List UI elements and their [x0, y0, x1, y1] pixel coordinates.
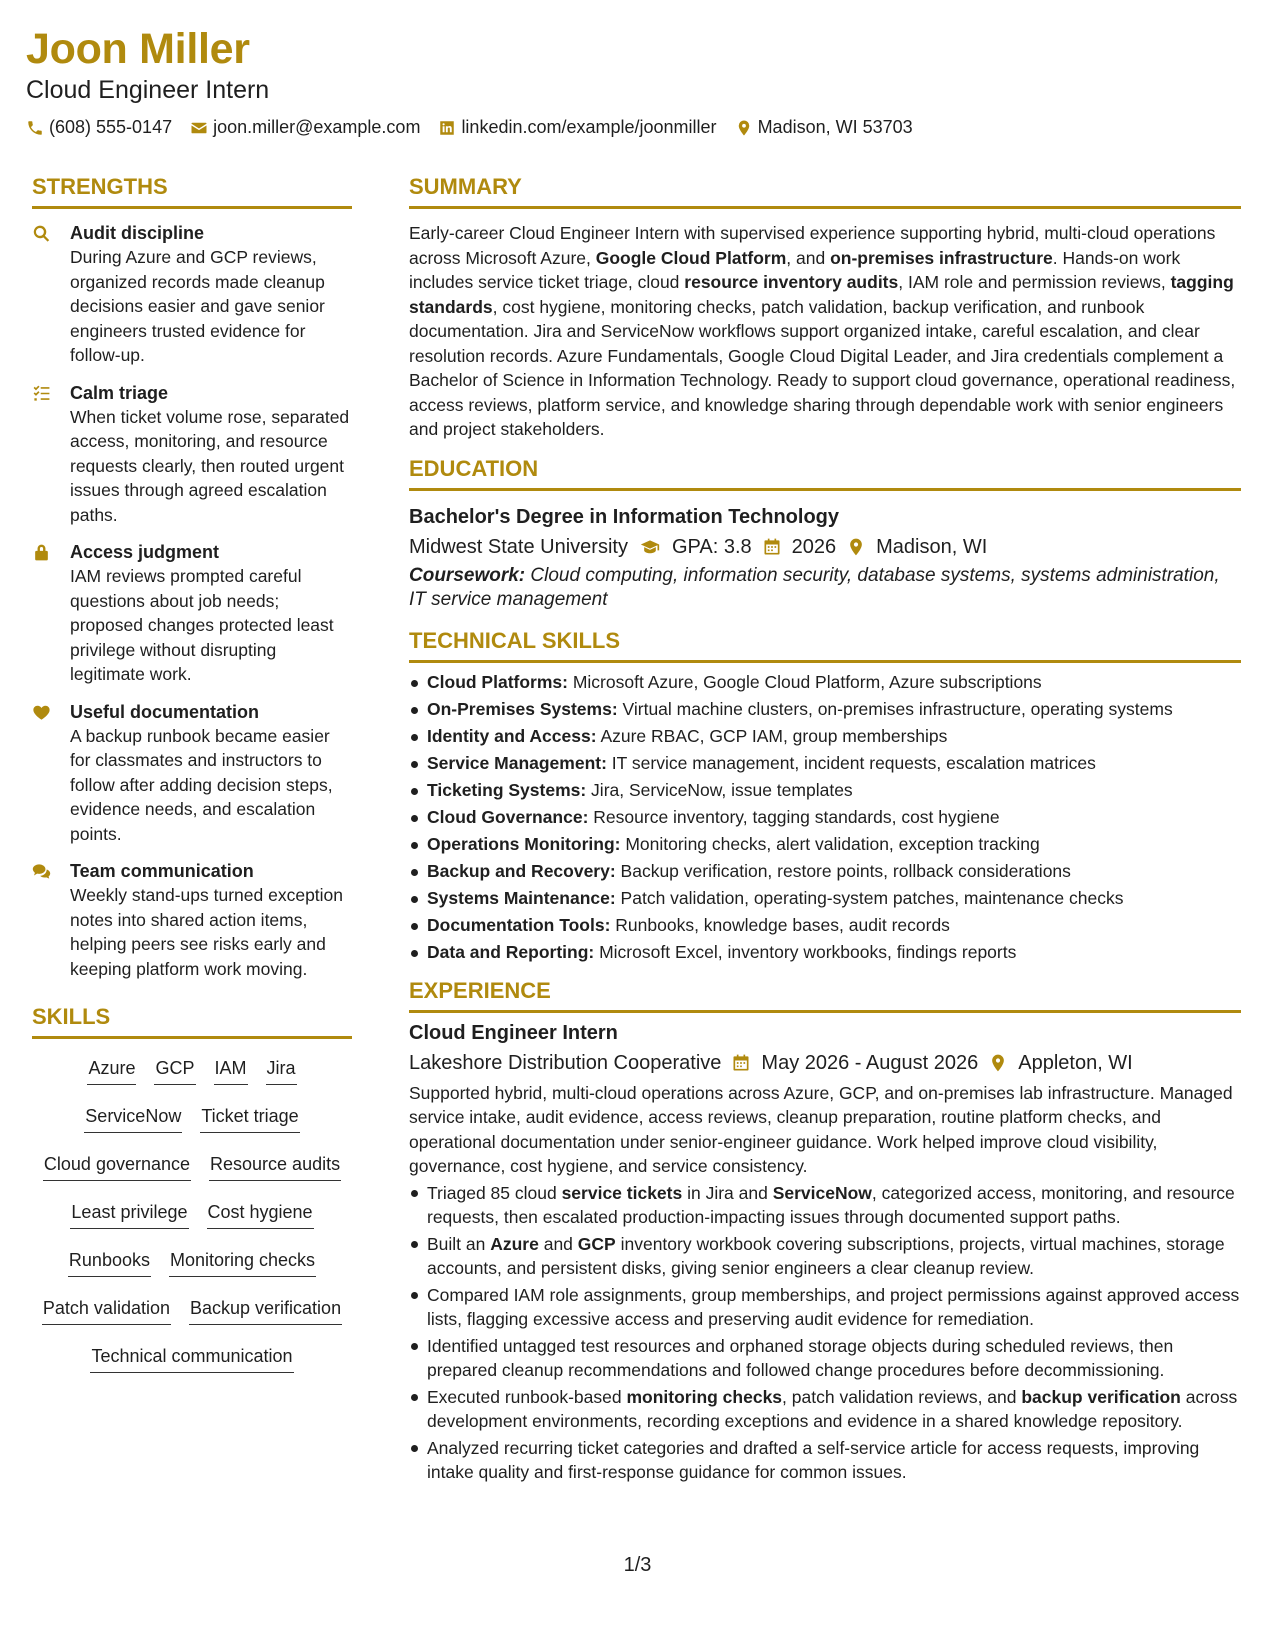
job-meta — [409, 1048, 1241, 1078]
emphasized-text: service tickets — [561, 1182, 683, 1203]
skill-values: Virtual machine clusters, on-premises infrastructure, operating systems — [617, 698, 1173, 719]
job-dates: May 2026 - August 2026 — [761, 1051, 979, 1074]
location-text: Madison, WI 53703 — [757, 117, 913, 137]
text-run: in Jira and — [682, 1182, 773, 1203]
skill-values: Azure RBAC, GCP IAM, group memberships — [596, 725, 948, 746]
company-name: Lakeshore Distribution Cooperative — [409, 1051, 722, 1074]
skill-category: Data and Reporting: — [427, 941, 595, 962]
list-item — [409, 804, 1241, 831]
section-divider — [409, 660, 1241, 663]
list-item — [409, 1181, 1241, 1230]
text-run: Analyzed recurring ticket categories and drafted a self-service article for access requests, improving intake quality and first-response guidance for common issues. — [427, 1437, 1200, 1482]
heart-icon — [32, 700, 70, 847]
phone-icon — [26, 119, 44, 137]
technical-skills-list — [409, 669, 1241, 966]
lock-icon — [32, 540, 70, 687]
emphasized-text: Google Cloud Platform — [595, 247, 787, 268]
list-item — [409, 1385, 1241, 1434]
section-divider — [409, 1010, 1241, 1013]
strength-title: Calm triage — [70, 382, 169, 403]
list-item — [409, 939, 1241, 966]
coursework — [409, 564, 1241, 612]
left-column — [32, 172, 352, 1391]
skill-values: IT service management, incident requests, escalation matrices — [606, 752, 1096, 773]
strength-title: Access judgment — [70, 542, 220, 562]
contact-row — [26, 117, 1245, 138]
skill-tag: Azure — [87, 1055, 136, 1085]
skill-category: Service Management: — [427, 752, 607, 773]
education-meta — [409, 532, 1241, 562]
skill-tag: Least privilege — [70, 1199, 188, 1229]
chat-bubbles-icon — [32, 859, 70, 981]
skills-list — [32, 1051, 352, 1391]
emphasized-text: Azure — [490, 1233, 539, 1254]
phone-text: (608) 555-0147 — [49, 117, 173, 137]
text-run: across development environments, recording exceptions and evidence in a shared knowledge repository. — [427, 1386, 1238, 1431]
skill-tag: IAM — [214, 1055, 248, 1085]
text-run: Identified untagged test resources and orphaned storage objects during scheduled reviews, then prepared cleanup recommendations and followed change procedures before decommissioning. — [427, 1335, 1174, 1380]
list-item — [409, 885, 1241, 912]
emphasized-text: on-premises infrastructure — [830, 247, 1053, 268]
text-run: Triaged 85 cloud — [427, 1182, 562, 1203]
strength-item — [32, 859, 352, 981]
list-item — [409, 1283, 1241, 1332]
text-run: Built an — [427, 1233, 491, 1254]
experience-heading: EXPERIENCE — [409, 977, 551, 1003]
candidate-name: Joon Miller — [26, 25, 250, 73]
calendar-icon — [762, 537, 792, 557]
map-pin-icon — [735, 119, 753, 137]
section-divider — [409, 488, 1241, 491]
skill-values: Monitoring checks, alert validation, exception tracking — [620, 833, 1040, 854]
strength-text: When ticket volume rose, separated access, monitoring, and resource requests clearly, then routed urgent issues through agreed escalation paths. — [70, 406, 350, 525]
section-divider — [32, 206, 352, 209]
list-item — [409, 1232, 1241, 1281]
linkedin-icon — [438, 119, 456, 137]
skill-category: Cloud Platforms: — [427, 671, 568, 692]
page-number: 1/3 — [623, 1554, 652, 1576]
summary-text — [409, 221, 1241, 442]
skill-category: Backup and Recovery: — [427, 860, 616, 881]
skill-values: Patch validation, operating-system patches, maintenance checks — [615, 887, 1124, 908]
skill-tag: Jira — [266, 1055, 297, 1085]
contact-email[interactable] — [190, 117, 420, 138]
strength-title: Team communication — [70, 861, 254, 881]
text-run: , cost hygiene, monitoring checks, patch validation, backup verification, and runbook documentation. Jira and ServiceNow workflows support organized intake, careful escalation, and clear resolution records. Azure Fundamentals, Google Cloud Digital Leader, and Jira credentials complement a Bachelor of Science in Information Technology. Ready to support cloud governance, operational readiness, access reviews, platform service, and knowledge sharing through dependable work with senior engineers and project stakeholders. — [409, 296, 1236, 439]
skill-tag: Ticket triage — [200, 1103, 299, 1133]
skill-values: Microsoft Azure, Google Cloud Platform, Azure subscriptions — [567, 671, 1042, 692]
section-divider — [409, 206, 1241, 209]
email-text[interactable]: joon.miller@example.com — [213, 117, 421, 137]
list-item — [409, 750, 1241, 777]
school-name: Midwest State University — [409, 535, 628, 558]
text-run: inventory workbook covering subscriptions, projects, virtual machines, storage accounts, and persistent disks, giving senior engineers a clear cleanup review. — [427, 1233, 1225, 1278]
search-icon — [32, 221, 70, 368]
list-item — [409, 912, 1241, 939]
calendar-icon — [731, 1053, 761, 1073]
text-run: Executed runbook-based — [427, 1386, 627, 1407]
emphasized-text: ServiceNow — [772, 1182, 872, 1203]
skill-category: Cloud Governance: — [427, 806, 589, 827]
technical-skills-heading: TECHNICAL SKILLS — [409, 627, 621, 653]
skill-category: On-Premises Systems: — [427, 698, 618, 719]
strength-text: A backup runbook became easier for classmates and instructors to follow after adding decision steps, evidence needs, and escalation points. — [70, 725, 333, 844]
emphasized-text: resource inventory audits — [684, 272, 899, 292]
strength-title: Useful documentation — [70, 701, 260, 722]
skill-values: Resource inventory, tagging standards, cost hygiene — [588, 806, 1000, 827]
school-location: Madison, WI — [876, 535, 988, 558]
emphasized-text: GCP — [577, 1233, 616, 1254]
candidate-title: Cloud Engineer Intern — [26, 76, 270, 104]
skill-tag: Cloud governance — [43, 1151, 191, 1181]
strength-text: During Azure and GCP reviews, organized records made cleanup decisions easier and gave senior engineers trusted evidence for follow-up. — [70, 247, 325, 365]
contact-location — [735, 117, 913, 138]
job-summary: Supported hybrid, multi-cloud operations across Azure, GCP, and on-premises lab infrastructure. Managed service intake, audit evidence, access reviews, cleanup preparation, routine platform checks, and operational documentation under senior-engineer guidance. Work helped improve cloud visibility, governance, cost hygiene, and service consistency. — [409, 1082, 1233, 1176]
envelope-icon — [190, 119, 208, 137]
list-item — [409, 777, 1241, 804]
skill-tag: Patch validation — [42, 1295, 171, 1325]
list-item — [409, 723, 1241, 750]
job-location: Appleton, WI — [1018, 1051, 1133, 1074]
text-run: Early-career Cloud Engineer Intern with supervised experience supporting hybrid, multi-cloud operations across Microsoft Azure, — [409, 223, 1216, 268]
skill-tag: Monitoring checks — [169, 1247, 316, 1277]
skills-heading: SKILLS — [32, 1004, 111, 1029]
strengths-heading: STRENGTHS — [32, 174, 168, 199]
map-pin-icon — [846, 537, 876, 557]
skill-tag: Cost hygiene — [207, 1199, 314, 1229]
skill-values: Backup verification, restore points, rollback considerations — [615, 860, 1071, 881]
text-run: and — [538, 1233, 578, 1254]
graduation-year: 2026 — [791, 535, 837, 558]
text-run: , patch validation reviews, and — [782, 1386, 1022, 1407]
coursework-text: Cloud computing, information security, database systems, systems administration, IT service management — [409, 564, 1220, 610]
experience-bullets — [409, 1181, 1241, 1485]
linkedin-text[interactable]: linkedin.com/example/joonmiller — [461, 117, 717, 137]
contact-linkedin[interactable] — [438, 117, 716, 138]
skill-tag: Backup verification — [189, 1295, 342, 1325]
emphasized-text: backup verification — [1021, 1386, 1181, 1407]
list-item — [409, 696, 1241, 723]
list-item — [409, 1334, 1241, 1383]
strength-title: Audit discipline — [70, 223, 205, 243]
skill-category: Documentation Tools: — [427, 914, 611, 935]
list-item — [409, 669, 1241, 696]
contact-phone — [26, 117, 172, 138]
summary-heading: SUMMARY — [409, 174, 522, 199]
skill-values: Runbooks, knowledge bases, audit records — [610, 914, 950, 935]
text-run: , IAM role and permission reviews, — [898, 272, 1171, 292]
skill-tag: Technical communication — [90, 1343, 293, 1373]
strength-text: IAM reviews prompted careful questions about job needs; proposed changes protected least privilege without disrupting legitimate work. — [70, 566, 334, 684]
skill-category: Identity and Access: — [427, 725, 597, 746]
emphasized-text: monitoring checks — [626, 1386, 783, 1407]
strength-item — [32, 700, 352, 847]
checklist-icon — [32, 381, 70, 528]
resume-header — [26, 24, 1245, 138]
right-column — [409, 172, 1241, 1487]
text-run: . Hands-on work includes service ticket triage, cloud — [409, 247, 1181, 292]
skill-category: Operations Monitoring: — [427, 833, 621, 854]
emphasized-text: tagging standards — [409, 272, 1234, 317]
strength-item — [32, 221, 352, 368]
strength-text: Weekly stand-ups turned exception notes into shared action items, helping peers see risks early and keeping platform work moving. — [70, 885, 344, 979]
skill-tag: Resource audits — [209, 1151, 341, 1181]
skill-tag: Runbooks — [68, 1247, 151, 1277]
skill-values: Jira, ServiceNow, issue templates — [586, 779, 853, 800]
text-run: Compared IAM role assignments, group memberships, and project permissions against approved access lists, flagging excessive access and preserving audit evidence for remediation. — [427, 1284, 1240, 1329]
gpa: GPA: 3.8 — [671, 535, 752, 558]
skill-category: Systems Maintenance: — [427, 887, 616, 908]
section-divider — [32, 1036, 352, 1039]
text-run: , categorized access, monitoring, and resource requests, then escalated production-impacting issues through documented support paths. — [427, 1182, 1235, 1227]
degree-title: Bachelor's Degree in Information Technology — [409, 505, 840, 528]
list-item — [409, 858, 1241, 885]
strength-item — [32, 540, 352, 687]
skill-category: Ticketing Systems: — [427, 779, 587, 800]
map-pin-icon — [988, 1053, 1018, 1073]
coursework-label: Coursework: — [409, 564, 526, 586]
list-item — [409, 831, 1241, 858]
graduation-cap-icon — [638, 537, 672, 557]
list-item — [409, 1436, 1241, 1485]
job-title: Cloud Engineer Intern — [409, 1021, 618, 1044]
skill-tag: GCP — [154, 1055, 195, 1085]
text-run: , and — [786, 247, 831, 268]
skill-values: Microsoft Excel, inventory workbooks, findings reports — [594, 941, 1017, 962]
education-heading: EDUCATION — [409, 455, 539, 481]
strength-item — [32, 381, 352, 528]
skill-tag: ServiceNow — [84, 1103, 182, 1133]
